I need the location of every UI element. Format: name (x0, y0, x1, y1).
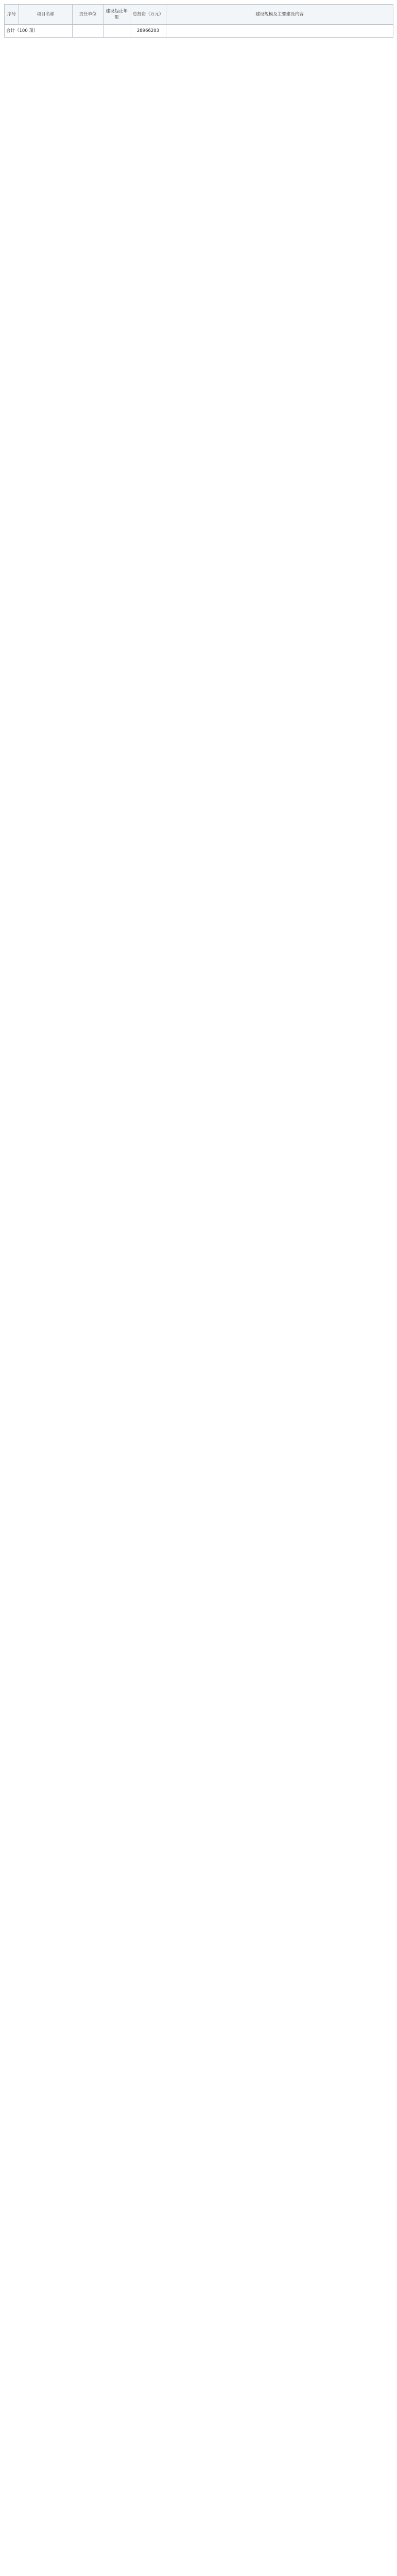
total-row (5, 25, 393, 38)
header-construction-content: 建设规模及主要建设内容 (166, 5, 393, 25)
header-project-name: 项目名称 (19, 5, 73, 25)
header-total-investment: 总投资（万元） (130, 5, 166, 25)
total-content (166, 25, 393, 38)
total-period (103, 25, 130, 38)
table-header-row (5, 5, 393, 25)
total-investment: 28966203 (130, 25, 166, 38)
total-label: 合计（100 项） (5, 25, 73, 38)
header-responsible-unit: 责任单位 (73, 5, 103, 25)
header-number: 序号 (5, 5, 19, 25)
project-table (4, 4, 393, 38)
total-unit (73, 25, 103, 38)
table-body (5, 25, 393, 38)
header-construction-period: 建设起止年限 (103, 5, 130, 25)
